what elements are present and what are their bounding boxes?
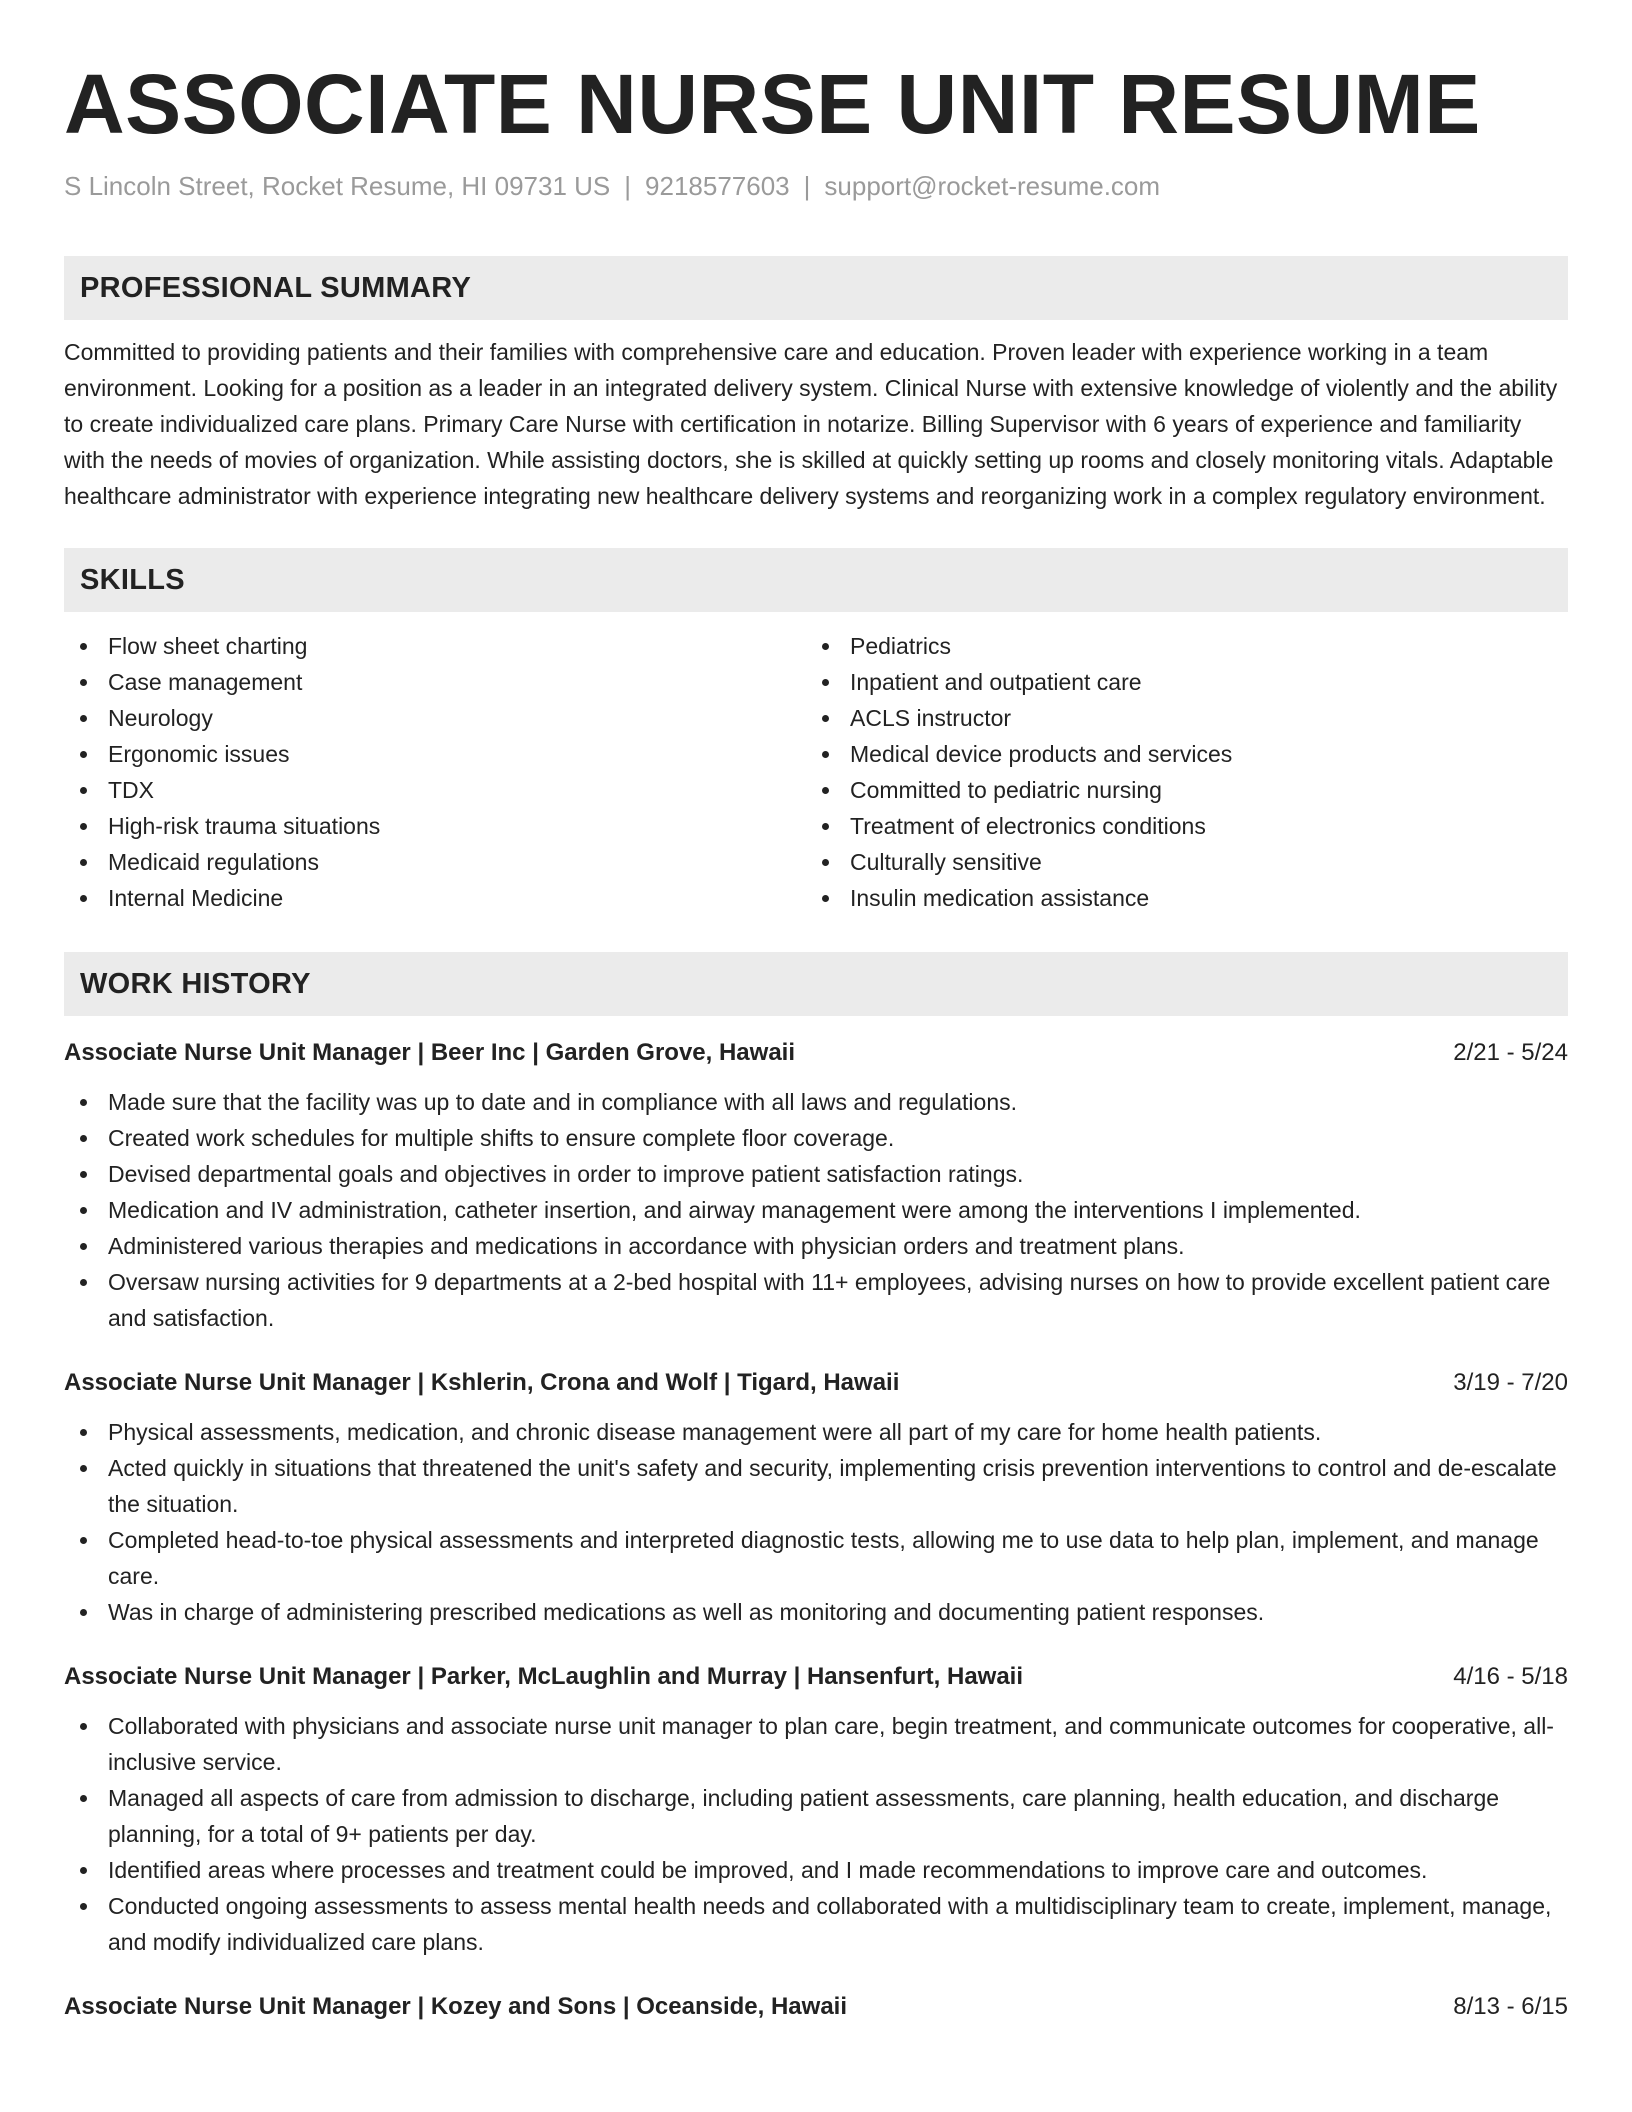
contact-address: S Lincoln Street, Rocket Resume, HI 09731 US: [64, 171, 611, 201]
job-bullet: Made sure that the facility was up to date and in compliance with all laws and regulations.: [64, 1084, 1568, 1120]
contact-separator: |: [803, 171, 811, 201]
skill-item: Ergonomic issues: [64, 736, 806, 772]
job-bullet: Devised departmental goals and objectives in order to improve patient satisfaction ratings.: [64, 1156, 1568, 1192]
job-dates: 3/19 - 7/20: [1453, 1369, 1568, 1396]
contact-line: [64, 170, 1568, 202]
job-title: Associate Nurse Unit Manager | Kshlerin, Crona and Wolf | Tigard, Hawaii: [64, 1369, 900, 1396]
skills-column-left: [64, 628, 806, 916]
skill-item: Case management: [64, 664, 806, 700]
job-header: [64, 1036, 1568, 1070]
skill-item: Internal Medicine: [64, 880, 806, 916]
job-bullet: Created work schedules for multiple shifts to ensure complete floor coverage.: [64, 1120, 1568, 1156]
job-bullet: Acted quickly in situations that threatened the unit's safety and security, implementing crisis prevention interventions to control and de-escalate the situation.: [64, 1450, 1568, 1522]
contact-separator: |: [624, 171, 632, 201]
contact-email[interactable]: support@rocket-resume.com: [824, 171, 1161, 201]
skills-list: [64, 628, 1568, 916]
job-dates: 2/21 - 5/24: [1453, 1039, 1568, 1066]
job-bullet: Identified areas where processes and treatment could be improved, and I made recommendations to improve care and outcomes.: [64, 1852, 1568, 1888]
job-entry: [64, 1660, 1568, 1960]
resume-page: [64, 0, 1568, 2024]
skill-item: Flow sheet charting: [64, 628, 806, 664]
job-dates: 4/16 - 5/18: [1453, 1663, 1568, 1690]
skills-column-right: [806, 628, 1548, 916]
contact-phone: 9218577603: [645, 171, 790, 201]
job-title: Associate Nurse Unit Manager | Beer Inc | Garden Grove, Hawaii: [64, 1039, 796, 1066]
job-bullet: Medication and IV administration, catheter insertion, and airway management were among the interventions I implemented.: [64, 1192, 1568, 1228]
skill-item: Committed to pediatric nursing: [806, 772, 1548, 808]
summary-text: Committed to providing patients and their families with comprehensive care and education. Proven leader with experience working in a team environment. Looking for a position as a leader in an integrated delivery system. Clinical Nurse with extensive knowledge of violently and the ability to create individualized care plans. Primary Care Nurse with certification in notarize. Billing Supervisor with 6 years of experience and familiarity with the needs of movies of organization. While assisting doctors, she is skilled at quickly setting up rooms and closely monitoring vitals. Adaptable healthcare administrator with experience integrating new healthcare delivery systems and reorganizing work in a complex regulatory environment.: [64, 339, 1558, 509]
skills-heading: SKILLS: [64, 548, 1568, 612]
skill-item: Neurology: [64, 700, 806, 736]
job-bullets: [64, 1708, 1568, 1960]
job-bullet: Managed all aspects of care from admission to discharge, including patient assessments, care planning, health education, and discharge planning, for a total of 9+ patients per day.: [64, 1780, 1568, 1852]
job-entry: [64, 1036, 1568, 1336]
skill-item: Insulin medication assistance: [806, 880, 1548, 916]
job-bullet: Administered various therapies and medications in accordance with physician orders and treatment plans.: [64, 1228, 1568, 1264]
job-bullet: Oversaw nursing activities for 9 departments at a 2-bed hospital with 11+ employees, advising nurses on how to provide excellent patient care and satisfaction.: [64, 1264, 1568, 1336]
job-dates: 8/13 - 6/15: [1453, 1993, 1568, 2020]
job-header: [64, 1660, 1568, 1694]
skill-item: Medical device products and services: [806, 736, 1548, 772]
job-bullet: Physical assessments, medication, and chronic disease management were all part of my care for home health patients.: [64, 1414, 1568, 1450]
job-bullet: Collaborated with physicians and associate nurse unit manager to plan care, begin treatment, and communicate outcomes for cooperative, all-inclusive service.: [64, 1708, 1568, 1780]
job-bullet: Was in charge of administering prescribed medications as well as monitoring and documenting patient responses.: [64, 1594, 1568, 1630]
job-header: [64, 1366, 1568, 1400]
skill-item: Medicaid regulations: [64, 844, 806, 880]
skill-item: Pediatrics: [806, 628, 1548, 664]
job-bullets: [64, 1084, 1568, 1336]
page-title: ASSOCIATE NURSE UNIT RESUME: [64, 57, 1481, 151]
job-bullet: Completed head-to-toe physical assessments and interpreted diagnostic tests, allowing me to use data to help plan, implement, and manage care.: [64, 1522, 1568, 1594]
job-header: [64, 1990, 1568, 2024]
skill-item: Culturally sensitive: [806, 844, 1548, 880]
skill-item: Treatment of electronics conditions: [806, 808, 1548, 844]
work-history-heading: WORK HISTORY: [64, 952, 1568, 1016]
job-title: Associate Nurse Unit Manager | Parker, McLaughlin and Murray | Hansenfurt, Hawaii: [64, 1663, 1024, 1690]
skill-item: ACLS instructor: [806, 700, 1548, 736]
job-bullet: Conducted ongoing assessments to assess mental health needs and collaborated with a multidisciplinary team to create, implement, manage, and modify individualized care plans.: [64, 1888, 1568, 1960]
job-title: Associate Nurse Unit Manager | Kozey and Sons | Oceanside, Hawaii: [64, 1993, 847, 2020]
job-entry: [64, 1990, 1568, 2024]
job-entry: [64, 1366, 1568, 1630]
skill-item: High-risk trauma situations: [64, 808, 806, 844]
skill-item: TDX: [64, 772, 806, 808]
skill-item: Inpatient and outpatient care: [806, 664, 1548, 700]
summary-heading: PROFESSIONAL SUMMARY: [64, 256, 1568, 320]
job-bullets: [64, 1414, 1568, 1630]
